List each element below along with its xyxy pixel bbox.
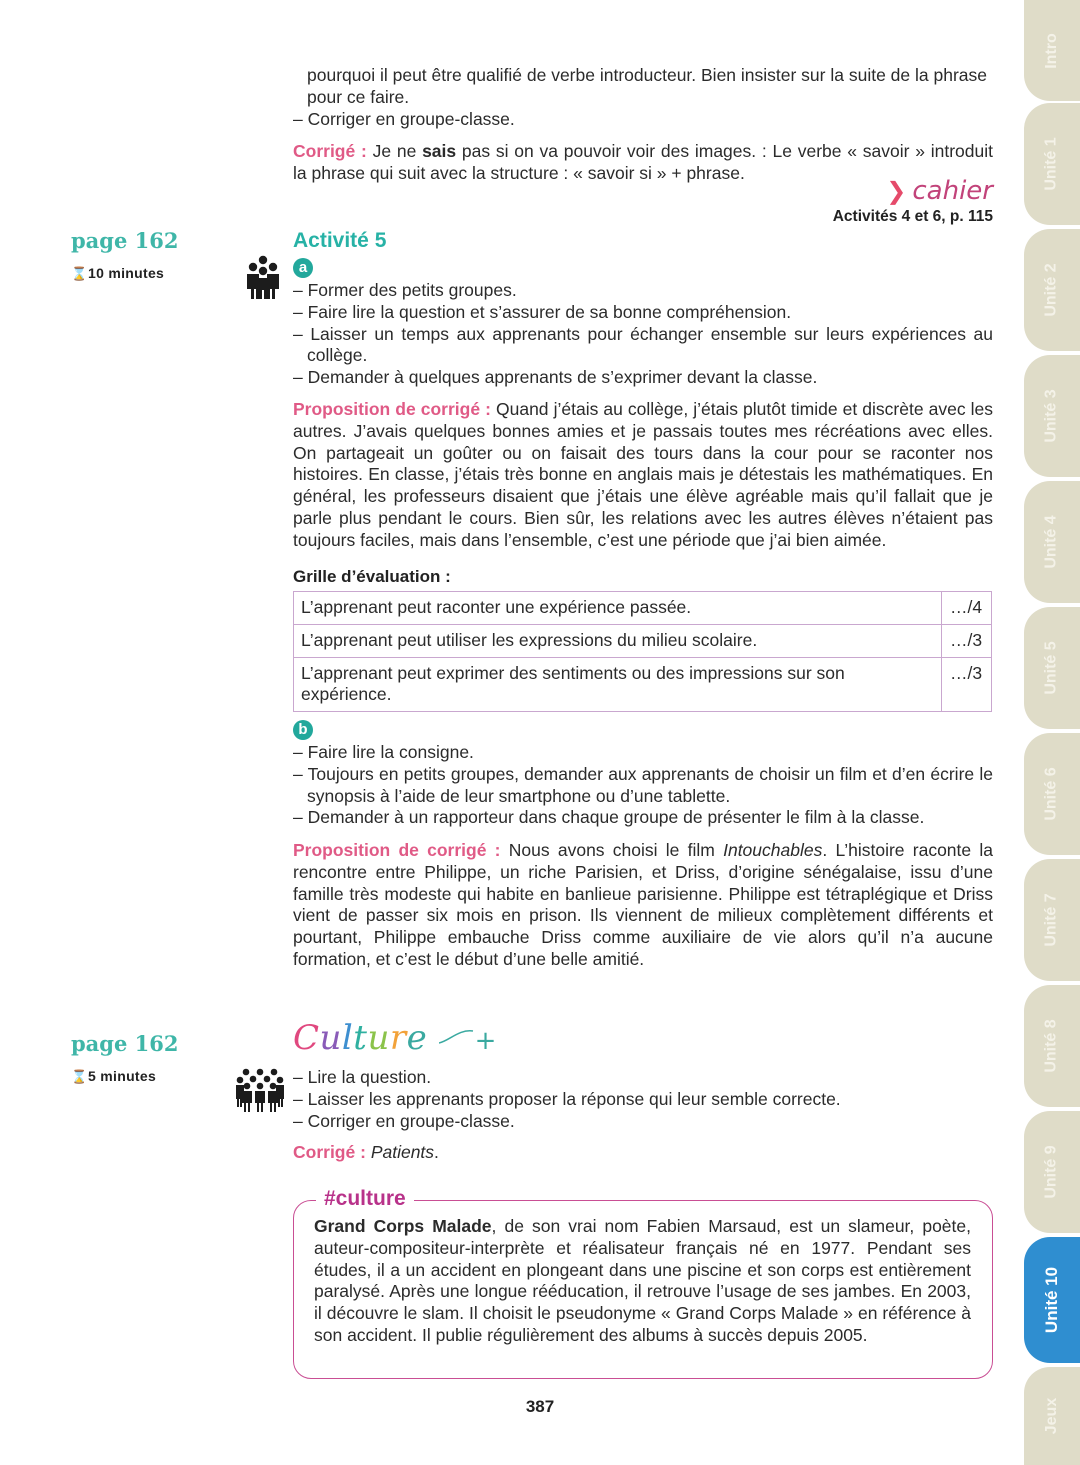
tab-unite-2[interactable]: Unité 2	[1024, 229, 1080, 351]
intro-corrige: Corrigé : Je ne sais pas si on va pouvoir voir des images. : Le verbe « savoir » introduit la phrase qui suit avec la structure : « savoir si » + phrase.	[293, 141, 993, 183]
step: – Faire lire la question et s’assurer de sa bonne compréhension.	[293, 301, 792, 322]
tab-intro[interactable]: Intro	[1024, 0, 1080, 101]
title-letter: e	[406, 1018, 428, 1058]
step: – Toujours en petits groupes, demander aux apprenants de choisir un film et d’en écrire le synopsis à l’aide de leur smartphone ou d’une tablette.	[293, 763, 993, 806]
swoosh-icon	[439, 1027, 475, 1047]
step: – Lire la question.	[293, 1067, 432, 1087]
tab-unite-1[interactable]: Unité 1	[1024, 103, 1080, 225]
page-ref-activite5: page 162	[71, 228, 179, 253]
tab-unite-6[interactable]: Unité 6	[1024, 733, 1080, 855]
step: – Former des petits groupes.	[293, 280, 517, 300]
duration-culture: ⌛5 minutes	[71, 1068, 157, 1084]
step-corriger: – Corriger en groupe-classe.	[293, 108, 515, 129]
hourglass-icon: ⌛	[71, 1069, 88, 1084]
step: – Corriger en groupe-classe.	[293, 1110, 515, 1131]
activity-title: Activité 5	[293, 229, 387, 252]
part-b-steps	[293, 742, 993, 829]
cahier-reference: Activités 4 et 6, p. 115	[832, 208, 993, 225]
part-b-badge: b	[293, 720, 313, 740]
culture-plus-title	[293, 1018, 497, 1058]
group-work-icon	[246, 255, 280, 299]
hourglass-icon: ⌛	[71, 266, 88, 281]
culture-corrige: Corrigé : Patients.	[293, 1142, 439, 1162]
continued-step: pourquoi il peut être qualifié de verbe introducteur. Bien insister sur la suite de la phrase pour ce faire.	[307, 65, 987, 107]
tab-unite-7[interactable]: Unité 7	[1024, 859, 1080, 981]
tab-unite-5[interactable]: Unité 5	[1024, 607, 1080, 729]
corrige-label: Corrigé :	[293, 1142, 366, 1162]
evaluation-grid	[293, 591, 992, 712]
corrige-label: Corrigé :	[293, 141, 367, 161]
title-letter: u	[367, 1018, 390, 1058]
tab-jeux[interactable]: Jeux	[1024, 1367, 1080, 1465]
step: – Laisser un temps aux apprenants pour échanger ensemble sur leurs expériences au collège.	[293, 323, 993, 366]
culture-box-label: #culture	[316, 1187, 414, 1211]
step: – Faire lire la consigne.	[293, 742, 474, 762]
step: – Demander à un rapporteur dans chaque groupe de présenter le film à la classe.	[293, 807, 925, 828]
culture-steps	[293, 1067, 993, 1132]
duration-activite5: ⌛10 minutes	[71, 265, 165, 281]
part-a-steps	[293, 280, 993, 389]
table-row: L’apprenant peut exprimer des sentiments ou des impressions sur son expérience. …/3	[294, 657, 992, 712]
culture-box-text: Grand Corps Malade, de son vrai nom Fabien Marsaud, est un slameur, poète, auteur-compositeur-interprète et réalisateur français né en 1977. Pendant ses études, il a un accident en plongeant dans une piscine et son corps est entièrement paralysé. Après une longue rééducation, il retrouve l’usage de ses jambes. En 2003, il découvre le slam. Il choisit le pseudonyme « Grand Corps Malade » en référence à son accident. Il publie régulièrement des albums à succès depuis 2005.	[314, 1216, 971, 1345]
title-letter: t	[353, 1018, 368, 1058]
proposition-label: Proposition de corrigé :	[293, 399, 491, 419]
chevron-right-icon: ❯	[886, 177, 907, 205]
part-a-proposition: Proposition de corrigé : Quand j’étais au collège, j’étais plutôt timide et discrète avec les autres. J’avais quelques bonnes amies et je passais toutes mes récréations avec elles. On partageait un goûter ou on faisait des tours dans la cour pour se raconter nos histoires. En classe, j’étais très bonne en anglais mais je détestais les mathématiques. En général, les professeurs disaient que j’étais une élève agréable mais qu’il fallait que je parle plus pendant le cours. Bien sûr, les relations avec les autres élèves n’étaient pas toujours faciles, mais dans l’ensemble, c’est une période que j’ai bien aimée.	[293, 399, 993, 550]
table-row: L’apprenant peut raconter une expérience passée. …/4	[294, 592, 992, 625]
page-number: 387	[525, 1397, 555, 1416]
tab-unite-4[interactable]: Unité 4	[1024, 481, 1080, 603]
part-a-badge: a	[293, 258, 313, 278]
tab-unite-3[interactable]: Unité 3	[1024, 355, 1080, 477]
plus-sign: +	[474, 1026, 497, 1056]
title-letter: C	[293, 1018, 320, 1058]
class-group-icon	[236, 1068, 284, 1112]
part-b-proposition: Proposition de corrigé : Nous avons choisi le film Intouchables. L’histoire raconte la rencontre entre Philippe, un riche Parisien, et Driss, d’origine sénégalaise, issu d’une famille très modeste qui habite en banlieue parisienne. Philippe est tétraplégique et Driss vient de passer six mois en prison. Ils viennent de milieux complètement différents et pourtant, Philippe embauche Driss comme auxiliaire de vie alors qu’il n’a aucune formation, et c’est le début d’une belle amitié.	[293, 840, 993, 969]
title-letter: u	[319, 1018, 342, 1058]
grille-title: Grille d’évaluation :	[293, 567, 451, 586]
cahier-label: cahier	[912, 176, 993, 206]
step: – Laisser les apprenants proposer la réponse qui leur semble correcte.	[293, 1088, 841, 1109]
step: – Demander à quelques apprenants de s’exprimer devant la classe.	[293, 367, 818, 388]
tab-unite-10[interactable]: Unité 10	[1024, 1237, 1080, 1363]
title-letter: l	[341, 1018, 354, 1058]
table-row: L’apprenant peut utiliser les expressions du milieu scolaire. …/3	[294, 624, 992, 657]
title-letter: r	[389, 1018, 407, 1058]
intro-block	[293, 65, 993, 130]
cahier-link[interactable]	[880, 176, 993, 206]
tab-unite-8[interactable]: Unité 8	[1024, 985, 1080, 1107]
page-ref-culture: page 162	[71, 1031, 179, 1056]
proposition-label: Proposition de corrigé :	[293, 840, 501, 860]
tab-unite-9[interactable]: Unité 9	[1024, 1111, 1080, 1233]
